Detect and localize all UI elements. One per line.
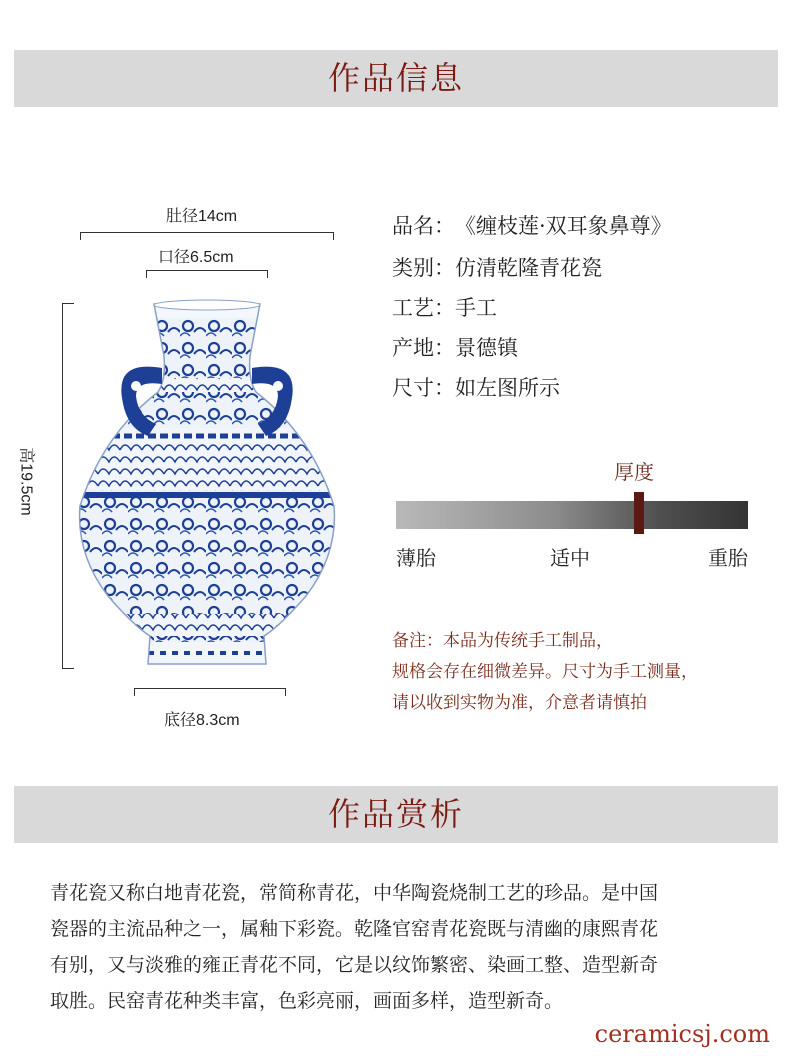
spec-craft: 工艺：手工 xyxy=(392,296,497,320)
appreciation-line-3: 有别，又与淡雅的雍正青花不同，它是以纹饰繁密、染画工整、造型新奇 xyxy=(50,954,659,976)
thickness-bar xyxy=(396,501,748,529)
watermark: ceramicsj.com xyxy=(594,1020,770,1048)
belly-dimension-line xyxy=(80,232,334,233)
mouth-dimension-line xyxy=(146,270,268,271)
thickness-medium-label: 适中 xyxy=(550,546,590,570)
note-line-3: 请以收到实物为准，介意者请慎拍 xyxy=(392,693,647,713)
base-diameter-label: 底径8.3cm xyxy=(164,712,240,729)
height-dimension-line xyxy=(62,303,63,669)
belly-diameter-label: 肚径14cm xyxy=(166,208,238,225)
spec-origin: 产地：景德镇 xyxy=(392,336,518,360)
spec-name: 品名：《缠枝莲·双耳象鼻尊》 xyxy=(392,214,672,238)
thickness-marker xyxy=(634,492,644,534)
appreciation-line-4: 取胜。民窑青花种类丰富，色彩亮丽，画面多样，造型新奇。 xyxy=(50,990,564,1012)
note-line-2: 规格会存在细微差异。尺寸为手工测量， xyxy=(392,662,698,682)
thickness-title: 厚度 xyxy=(614,460,654,484)
section-title-info: 作品信息 xyxy=(14,50,778,107)
height-label: 高19.5cm xyxy=(17,447,35,516)
appreciation-line-2: 瓷器的主流品种之一，属釉下彩瓷。乾隆官窑青花瓷既与清幽的康熙青花 xyxy=(50,918,659,940)
spec-category: 类别：仿清乾隆青花瓷 xyxy=(392,256,602,280)
vase-illustration xyxy=(76,296,338,676)
appreciation-line-1: 青花瓷又称白地青花瓷，常简称青花，中华陶瓷烧制工艺的珍品。是中国 xyxy=(50,882,659,904)
section-title-appreciation: 作品赏析 xyxy=(14,786,778,843)
spec-size: 尺寸：如左图所示 xyxy=(392,376,560,400)
mouth-diameter-label: 口径6.5cm xyxy=(158,249,234,266)
thickness-thin-label: 薄胎 xyxy=(396,546,436,570)
base-dimension-line xyxy=(134,688,286,689)
thickness-thick-label: 重胎 xyxy=(708,546,748,570)
note-line-1: 备注：本品为传统手工制品， xyxy=(392,631,613,651)
